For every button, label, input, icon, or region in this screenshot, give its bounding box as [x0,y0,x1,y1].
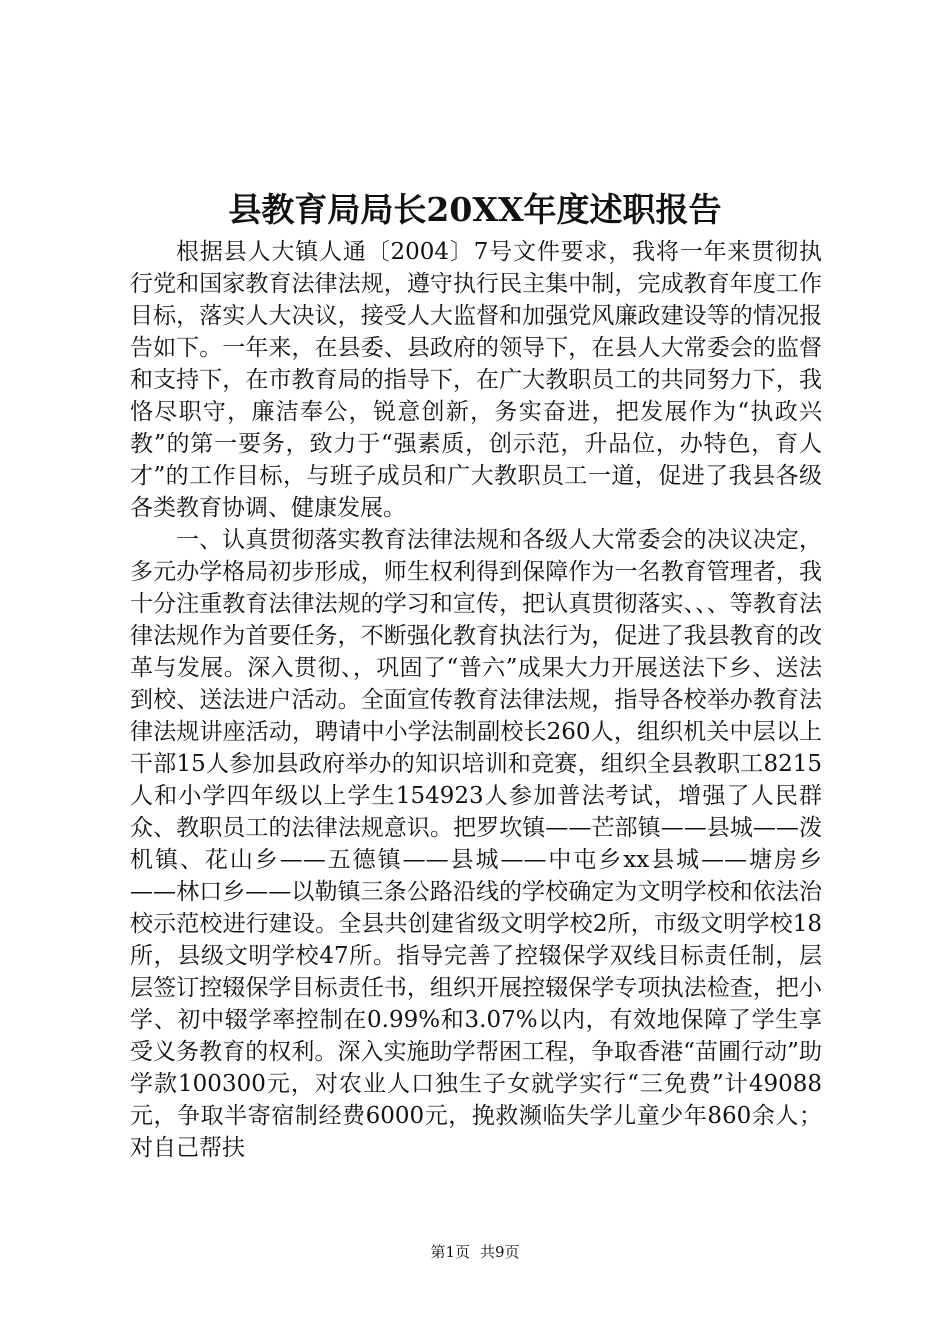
paragraph-section-one: 一、认真贯彻落实教育法律法规和各级人大常委会的决议决定，多元办学格局初步形成，师生权利得到保障作为一名教育管理者，我十分注重教育法律法规的学习和宣传，把认真贯彻落实、、、等教育法律法规作为首要任务，不断强化教育执法行为，促进了我县教育的改革与发展。深入贯彻、，巩固了“普六”成果大力开展送法下乡、送法到校、送法进户活动。全面宣传教育法律法规，指导各校举办教育法律法规讲座活动，聘请中小学法制副校长260人，组织机关中层以上干部15人参加县政府举办的知识培训和竞赛，组织全县教职工8215人和小学四年级以上学生154923人参加普法考试，增强了人民群众、教职员工的法律法规意识。把罗坎镇——芒部镇——县城——泼机镇、花山乡——五德镇——县城——中屯乡xx县城——塘房乡——林口乡——以勒镇三条公路沿线的学校确定为文明学校和依法治校示范校进行建设。全县共创建省级文明学校2所，市级文明学校18所，县级文明学校47所。指导完善了控辍保学双线目标责任制，层层签订控辍保学目标责任书，组织开展控辍保学专项执法检查，把小学、初中辍学率控制在0.99%和3.07%以内，有效地保障了学生享受义务教育的权利。深入实施助学帮困工程，争取香港“苗圃行动”助学款100300元，对农业人口独生子女就学实行“三免费”计49088元，争取半寄宿制经费6000元，挽救濒临失学儿童少年860余人；对自己帮扶 [130,527,823,1161]
page-total: 共9页 [480,1243,520,1261]
page-footer [0,1242,950,1262]
page-number: 第1页 [430,1243,470,1261]
document-title: 县教育局局长20XX年度述职报告 [228,190,722,229]
paragraph-intro: 根据县人大镇人通〔2004〕7号文件要求，我将一年来贯彻执行党和国家教育法律法规，遵守执行民主集中制，完成教育年度工作目标，落实人大决议，接受人大监督和加强党风廉政建设等的情况报告如下。一年来，在县委、县政府的领导下，在县人大常委会的监督和支持下，在市教育局的指导下，在广大教职员工的共同努力下，我恪尽职守，廉洁奉公，锐意创新，务实奋进，把发展作为“执政兴教”的第一要务，致力于“强素质，创示范，升品位，办特色，育人才”的工作目标，与班子成员和广大教职员工一道，促进了我县各级各类教育协调、健康发展。 [130,239,822,521]
document-body [130,236,822,1164]
